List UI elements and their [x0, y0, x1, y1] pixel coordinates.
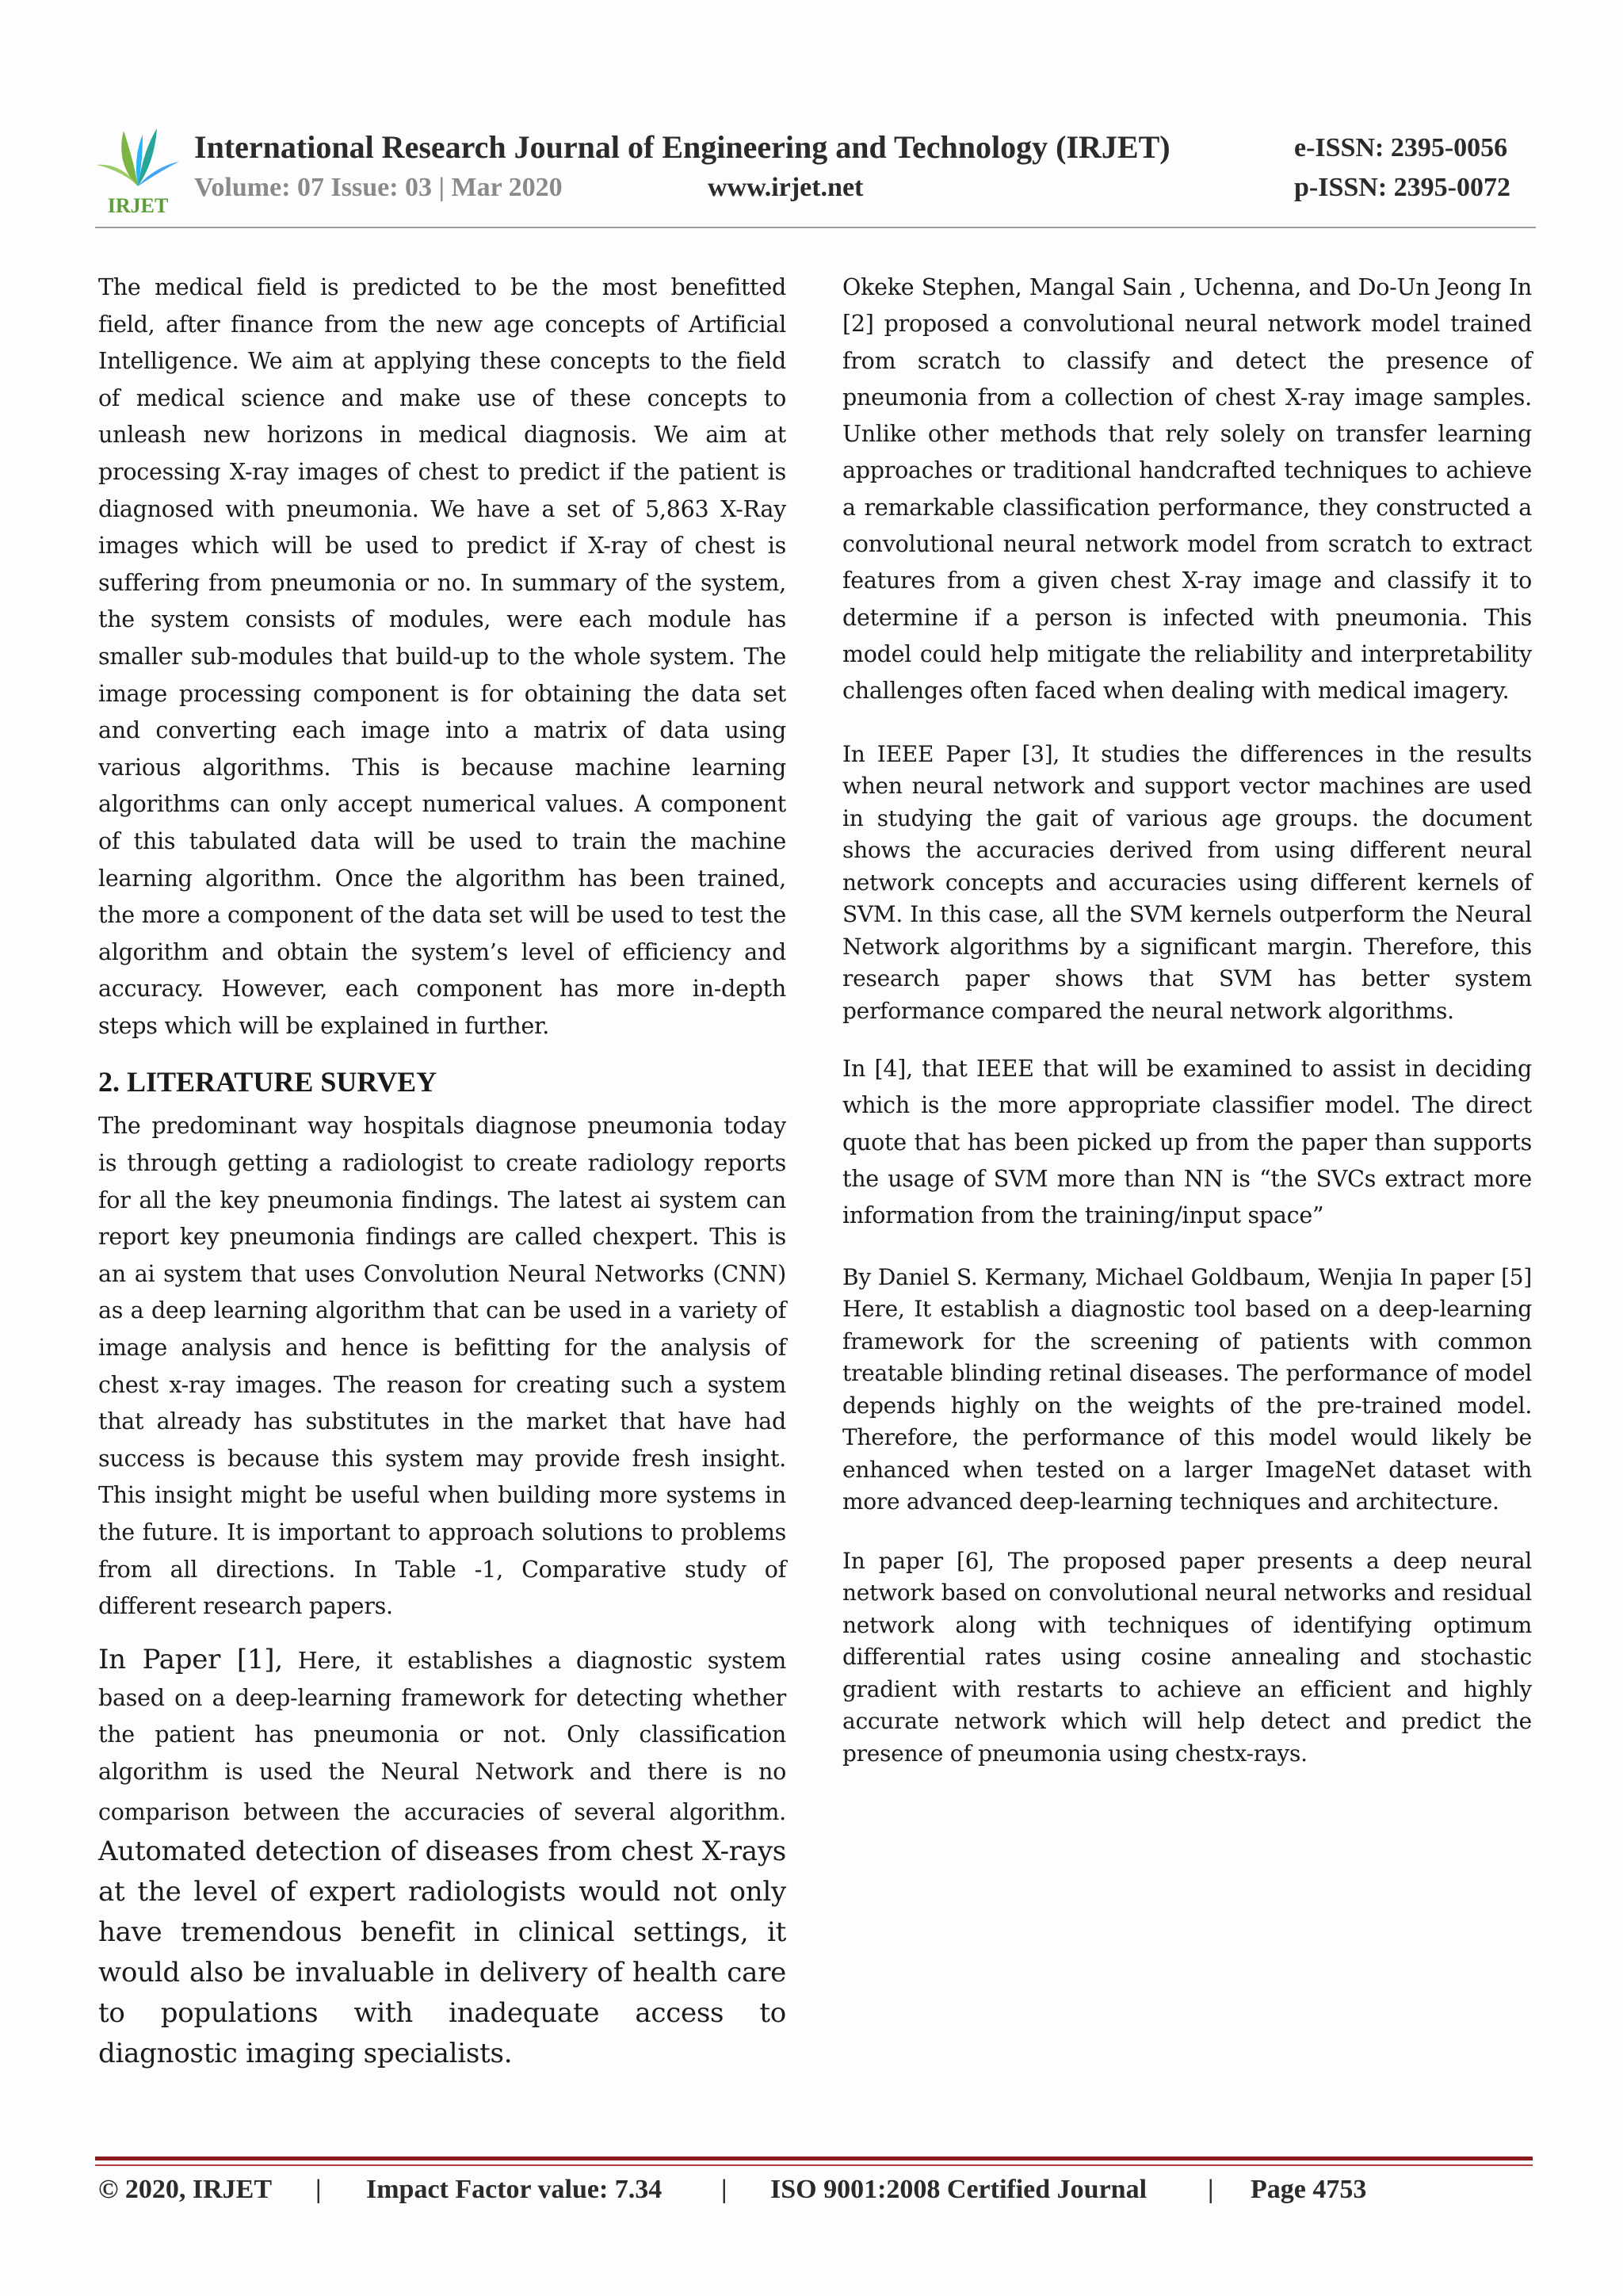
- paper1-lead: In Paper [1],: [98, 1643, 283, 1675]
- paper2-paragraph: Okeke Stephen, Mangal Sain , Uchenna, and Do-Un Jeong In [2] proposed a convolutional neural network model trained from scratch to classify and detect the presence of pneumonia from a collection of chest X-ray image samples. Unlike other methods that rely solely on transfer learning approaches or traditional handcrafted techniques to achieve a remarkable classification performance, they constructed a convolutional neural network model from scratch to extract features from a given chest X-ray image and classify it to determine if a person is infected with pneumonia. This model could help mitigate the reliability and interpretability challenges often faced when dealing with medical imagery.: [842, 274, 1532, 705]
- header-divider: [95, 227, 1536, 228]
- page-footer: [98, 2168, 1533, 2216]
- left-column: [98, 269, 786, 2074]
- volume-issue: Volume: 07 Issue: 03 | Mar 2020: [194, 173, 563, 202]
- paper1-paragraph: [98, 1640, 786, 2074]
- footer-page-number: Page 4753: [1251, 2175, 1367, 2204]
- footer-separator: |: [721, 2175, 727, 2204]
- journal-title: International Research Journal of Engineering and Technology (IRJET): [194, 129, 1170, 165]
- paper1-quote: Automated detection of diseases from chest X-rays at the level of expert radiologists would not only have tremendous benefit in clinical settings, it would also be invaluable in delivery of health care to populations with inadequate access to diagnostic imaging specialists.: [98, 1835, 786, 2069]
- irjet-logo-icon: [94, 119, 182, 218]
- section-heading: 2. LITERATURE SURVEY: [98, 1066, 437, 1098]
- footer-separator: |: [315, 2175, 322, 2204]
- paper4-paragraph: In [4], that IEEE that will be examined to assist in deciding which is the more appropriate classifier model. The direct quote that has been picked up from the paper than supports the usage of SVM more than NN is “the SVCs extract more information from the training/input space”: [842, 1056, 1532, 1229]
- p-issn: p-ISSN: 2395-0072: [1294, 173, 1510, 202]
- paper5-paragraph: By Daniel S. Kermany, Michael Goldbaum, Wenjia In paper [5] Here, It establish a diagnostic tool based on a deep-learning framework for the screening of patients with common treatable blinding retinal diseases. The performance of model depends highly on the weights of the pre-trained model. Therefore, the performance of this model would likely be enhanced when tested on a larger ImageNet dataset with more advanced deep-learning techniques and architecture.: [842, 1263, 1532, 1515]
- footer-separator: |: [1208, 2175, 1214, 2204]
- logo-text: IRJET: [107, 194, 169, 217]
- footer-copyright: © 2020, IRJET: [98, 2175, 273, 2204]
- intro-paragraph: The medical field is predicted to be the most benefitted field, after finance from the new age concepts of Artificial Intelligence. We aim at applying these concepts to the field of medical science and make use of these concepts to unleash new horizons in medical diagnosis. We aim at processing X-ray images of chest to predict if the patient is diagnosed with pneumonia. We have a set of 5,863 X-Ray images which will be used to predict if X-ray of chest is suffering from pneumonia or no. In summary of the system, the system consists of modules, were each module has smaller sub-modules that build-up to the whole system. The image processing component is for obtaining the data set and converting each image into a matrix of data using various algorithms. This is because machine learning algorithms can only accept numerical values. A component of this tabulated data will be used to train the machine learning algorithm. Once the algorithm has been trained, the more a component of the data set will be used to test the algorithm and obtain the system’s level of efficiency and accuracy. However, each component has more in-depth steps which will be explained in further.: [98, 274, 786, 1039]
- survey-paragraph: The predominant way hospitals diagnose pneumonia today is through getting a radiologist to create radiology reports for all the key pneumonia findings. The latest ai system can report key pneumonia findings are called chexpert. This is an ai system that uses Convolution Neural Networks (CNN) as a deep learning algorithm that can be used in a variety of image analysis and hence is befitting for the analysis of chest x-ray images. The reason for creating such a system that already has substitutes in the market that have had success is because this system may provide fresh insight. This insight might be useful when building more systems in the future. It is important to approach solutions to problems from all directions. In Table -1, Comparative study of different research papers.: [98, 1113, 786, 1620]
- page-header: [94, 119, 1536, 230]
- journal-website: www.irjet.net: [708, 173, 864, 202]
- footer-impact-factor: Impact Factor value: 7.34: [366, 2175, 663, 2204]
- paper1-body: Here, it establishes a diagnostic system based on a deep-learning framework for detecting whether the patient has pneumonia or not. Only classification algorithm is used the Neural Network and there is no comparison between the accuracies of several algorithm.: [98, 1647, 786, 1825]
- footer-iso: ISO 9001:2008 Certified Journal: [770, 2175, 1148, 2204]
- e-issn: e-ISSN: 2395-0056: [1294, 133, 1508, 162]
- paper6-paragraph: In paper [6], The proposed paper presents a deep neural network based on convolutional neural networks and residual network along with techniques of identifying optimum differential rates using cosine annealing and stochastic gradient with restarts to achieve an efficient and highly accurate network which will help detect and predict the presence of pneumonia using chestx-rays.: [842, 1547, 1532, 1767]
- footer-divider-thin: [95, 2164, 1533, 2166]
- right-column: [842, 269, 1532, 1770]
- footer-divider-thick: [95, 2157, 1533, 2160]
- paper3-paragraph: In IEEE Paper [3], It studies the differences in the results when neural network and support vector machines are used in studying the gait of various age groups. the document shows the accuracies derived from using different neural network concepts and accuracies using different kernels of SVM. In this case, all the SVM kernels outperform the Neural Network algorithms by a significant margin. Therefore, this research paper shows that SVM has better system performance compared the neural network algorithms.: [842, 740, 1532, 1024]
